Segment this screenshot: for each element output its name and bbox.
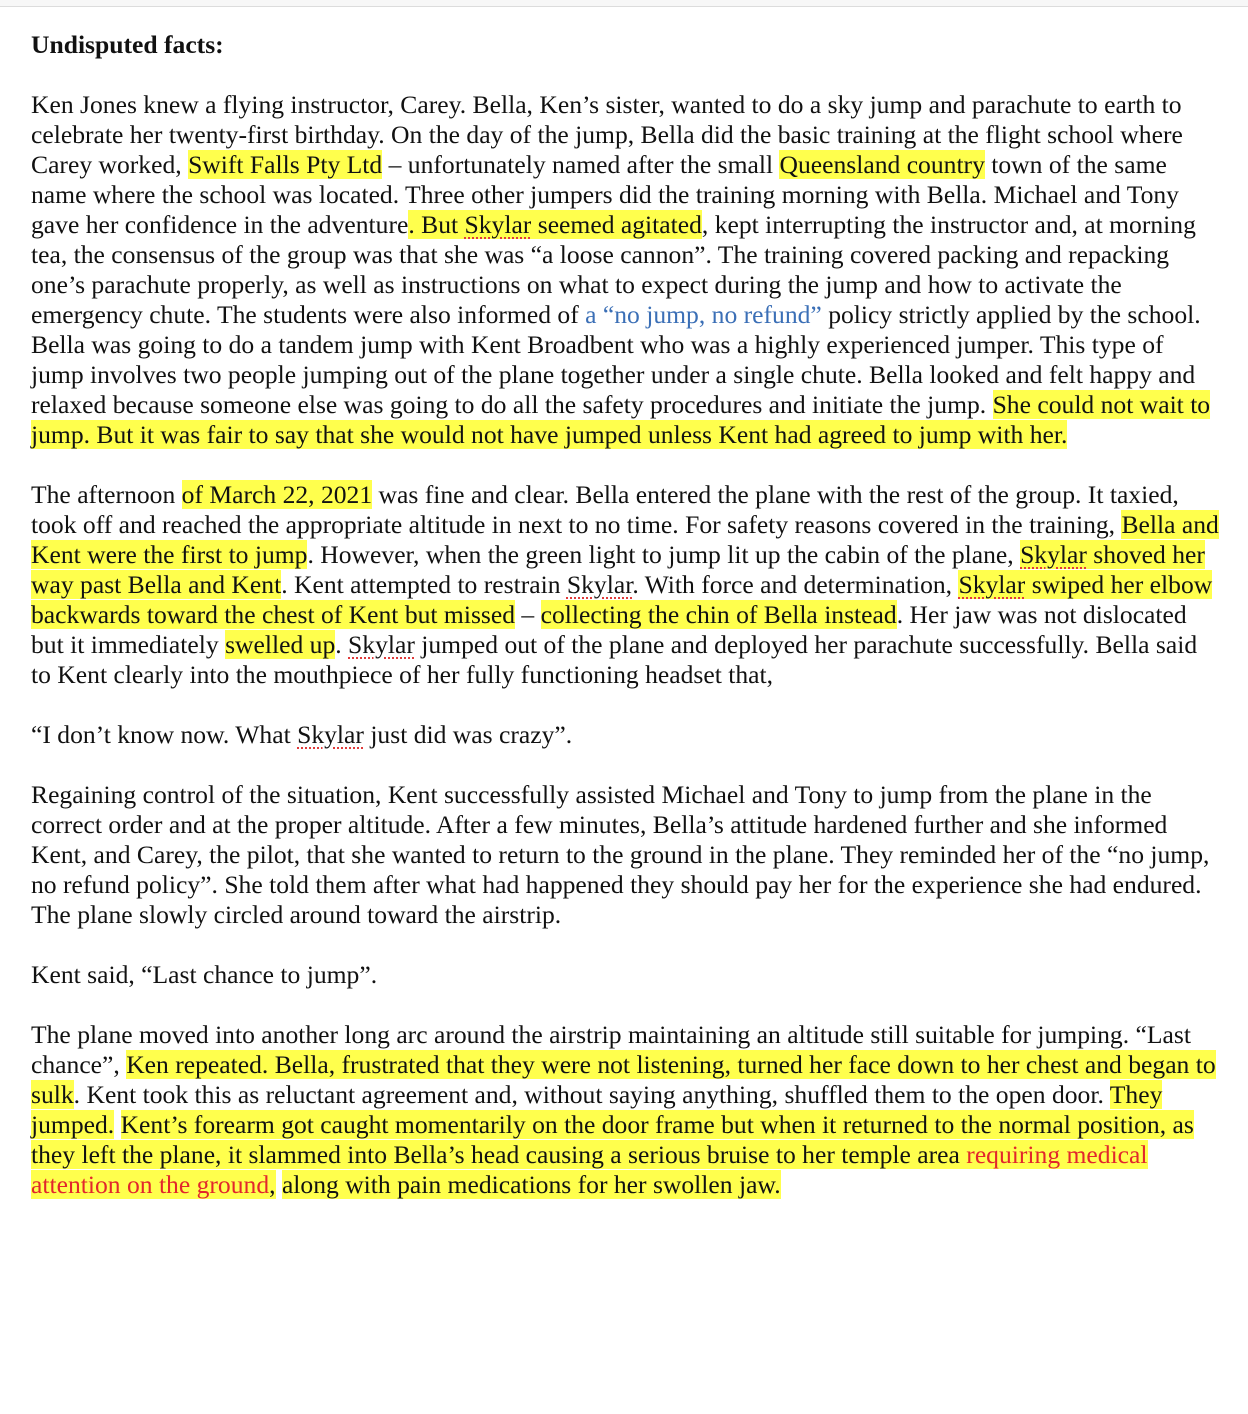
text-run: town of the same name where the school was located. Three other jumpers did the training morning with Bella. Michael and Tony gave her confidence in the adventure (31, 150, 1179, 239)
text-run (276, 1170, 282, 1199)
text-run: . With force and determination, (632, 570, 959, 599)
text-run: Kent said, “Last chance to jump”. (31, 960, 378, 989)
text-run: . However, when the green light to jump lit up the cabin of the plane, (307, 540, 1021, 569)
highlighted-text: They jumped. (31, 1080, 1163, 1139)
spellcheck-word: Skylar (348, 630, 415, 659)
highlighted-text: along with pain medications for her swollen jaw. (281, 1170, 781, 1199)
text-run: was fine and clear. Bella entered the plane with the rest of the group. It taxied, took off and reached the appropriate altitude in next to no time. For safety reasons covered in the training, (31, 480, 1179, 539)
section-heading: Undisputed facts: (31, 30, 224, 59)
highlighted-text: of March 22, 2021 (181, 480, 373, 509)
text-run: a “no jump, no refund” (585, 300, 822, 329)
paragraph-5-quote (31, 960, 1221, 990)
text-run: . Kent attempted to restrain (281, 570, 567, 599)
highlighted-text: requiring medical attention on the ground (31, 1140, 1148, 1199)
text-run: – unfortunately named after the small (382, 150, 780, 179)
paragraph-6 (31, 1020, 1221, 1200)
text-run: The plane moved into another long arc around the airstrip maintaining an altitude still suitable for jumping. “Last chance”, (31, 1020, 1191, 1079)
highlighted-text: Ken repeated. Bella, frustrated that they were not listening, turned her face down to her chest and began to sulk (31, 1050, 1216, 1109)
highlighted-text: Skylar (1020, 540, 1087, 569)
highlighted-text: Skylar (464, 210, 532, 239)
text-run: . (335, 630, 349, 659)
window-top-edge (0, 0, 1248, 7)
text-run: The afternoon (31, 480, 182, 509)
highlighted-text: , (269, 1170, 276, 1199)
document-body (31, 30, 1221, 1230)
highlighted-text: Swift Falls Pty Ltd (188, 150, 383, 179)
highlighted-text: . But (408, 210, 465, 239)
highlighted-text: Queensland country (779, 150, 985, 179)
highlighted-text: swiped her elbow backwards toward the chest of Kent but missed (31, 570, 1213, 629)
paragraph-2 (31, 480, 1221, 690)
text-run: . Her jaw was not dislocated but it immediately (31, 600, 1187, 659)
highlighted-text: shoved her way past Bella and Kent (31, 540, 1205, 599)
text-run: – (515, 600, 541, 629)
highlighted-text: She could not wait to jump. But it was fair to say that she would not have jumped unless Kent had agreed to jump with her. (31, 390, 1211, 449)
highlighted-text: seemed agitated (531, 210, 702, 239)
text-run: policy strictly applied by the school. Bella was going to do a tandem jump with Kent Broadbent who was a highly experienced jumper. This type of jump involves two people jumping out of the plane together under a single chute. Bella looked and felt happy and relaxed because someone else was going to do all the safety procedures and initiate the jump. (31, 300, 1201, 419)
text-run: “I don’t know now. What (31, 720, 298, 749)
highlighted-text: Skylar (958, 570, 1026, 599)
text-run: . Kent took this as reluctant agreement and, without saying anything, shuffled them to the open door. (73, 1080, 1110, 1109)
paragraph-3-quote (31, 720, 1221, 750)
spellcheck-word: Skylar (297, 720, 364, 749)
text-run: just did was crazy”. (363, 720, 573, 749)
text-run: Ken Jones knew a flying instructor, Carey. Bella, Ken’s sister, wanted to do a sky jump and parachute to earth to celebrate her twenty-first birthday. On the day of the jump, Bella did the basic training at the flight school where Carey worked, (31, 90, 1183, 179)
text-run: Regaining control of the situation, Kent successfully assisted Michael and Tony to jump from the plane in the correct order and at the proper altitude. After a few minutes, Bella’s attitude hardened further and she informed Kent, and Carey, the pilot, that she wanted to return to the ground in the plane. They reminded her of the “no jump, no refund policy”. She told them after what had happened they should pay her for the experience she had endured. The plane slowly circled around toward the airstrip. (31, 780, 1210, 929)
highlighted-text: collecting the chin of Bella instead (540, 600, 897, 629)
text-run: , kept interrupting the instructor and, at morning tea, the consensus of the group was that she was “a loose cannon”. The training covered packing and repacking one’s parachute properly, as well as instructions on what to expect during the jump and how to activate the emergency chute. The students were also informed of (31, 210, 1196, 329)
spellcheck-word: Skylar (566, 570, 633, 599)
highlighted-text: Bella and Kent were the first to jump (31, 510, 1219, 569)
highlighted-text: swelled up (225, 630, 336, 659)
paragraph-1 (31, 90, 1221, 450)
highlighted-text: Kent’s forearm got caught momentarily on the door frame but when it returned to the normal position, as they left the plane, it slammed into Bella’s head causing a serious bruise to her temple area (31, 1110, 1194, 1169)
paragraph-4 (31, 780, 1221, 930)
text-run (114, 1110, 120, 1139)
text-run: jumped out of the plane and deployed her parachute successfully. Bella said to Kent clearly into the mouthpiece of her fully functioning headset that, (31, 630, 1198, 689)
